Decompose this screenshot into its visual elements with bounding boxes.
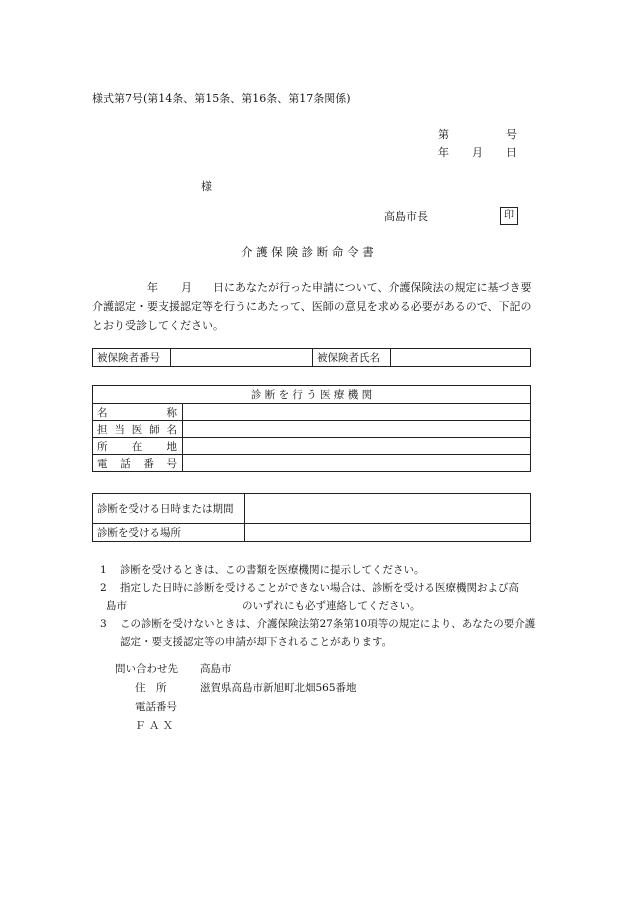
date-year: 年 [438, 146, 449, 159]
note-item-continued: 島市 のいずれにも必ず連絡してください。 [106, 600, 421, 612]
body-month: 月 [181, 281, 192, 294]
schedule-place-label: 診断を受ける場所 [93, 524, 245, 542]
insured-name-label: 被保険者氏名 [313, 349, 391, 367]
contact-office: 高島市 [200, 663, 232, 675]
schedule-datetime-field[interactable] [245, 494, 531, 524]
note-item: 2 指定した日時に診断を受けることができない場合は、診断を受ける医療機関および高 [100, 582, 519, 594]
schedule-table [92, 493, 531, 542]
date-month: 月 [472, 146, 483, 159]
location-label: 所 在 地 [93, 438, 183, 455]
location-field[interactable] [183, 438, 531, 455]
issuer-title: 高島市長 [384, 210, 428, 223]
institution-name-field[interactable] [183, 404, 531, 421]
contact-address-label: 住 所 [135, 682, 167, 694]
insured-number-label: 被保険者番号 [93, 349, 171, 367]
doctor-name-field[interactable] [183, 421, 531, 438]
addressee-honorific: 様 [201, 180, 212, 193]
phone-field[interactable] [183, 455, 531, 472]
form-number: 様式第7号(第14条、第15条、第16条、第17条関係) [92, 92, 351, 105]
doc-number-prefix: 第 [438, 128, 449, 141]
institution-table-header: 診 断 を 行 う 医 療 機 関 [93, 386, 531, 404]
contact-label: 問い合わせ先 [115, 663, 178, 675]
body-line3: とおり受診してください。 [92, 319, 224, 332]
doctor-name-label: 担 当 医 師 名 [93, 421, 183, 438]
phone-label: 電 話 番 号 [93, 455, 183, 472]
insured-number-field[interactable] [171, 349, 313, 367]
contact-fax-label: Ｆ Ａ Ｘ [135, 720, 174, 732]
contact-phone-label: 電話番号 [135, 701, 177, 713]
schedule-datetime-label: 診断を受ける日時または期間 [93, 494, 245, 524]
notes-list [100, 561, 540, 651]
date-day: 日 [506, 146, 517, 159]
body-line1: 日にあなたが行った申請について、介護保険法の規定に基づき要 [213, 281, 532, 294]
body-text [92, 278, 537, 335]
schedule-place-field[interactable] [245, 524, 531, 542]
note-item: 3 この診断を受けないときは、介護保険法第27条第10項等の規定により、あなたの要介護認定・要支援認定等の申請が却下されることがあります。 [100, 618, 536, 648]
body-year: 年 [147, 281, 158, 294]
contact-address: 滋賀県高島市新旭町北畑565番地 [200, 682, 357, 694]
note-item: 1 診断を受けるときは、この書類を医療機関に提示してください。 [100, 564, 425, 576]
document-title: 介 護 保 険 診 断 命 令 書 [241, 245, 374, 259]
body-line2: 介護認定・要支援認定等を行うにあたって、医師の意見を求める必要があるので、下記の [92, 300, 532, 313]
insured-table [92, 348, 531, 367]
institution-name-label: 名 称 [93, 404, 183, 421]
doc-number-suffix: 号 [506, 128, 517, 141]
institution-table [92, 385, 531, 472]
seal-mark: 印 [500, 207, 518, 225]
insured-name-field[interactable] [391, 349, 531, 367]
